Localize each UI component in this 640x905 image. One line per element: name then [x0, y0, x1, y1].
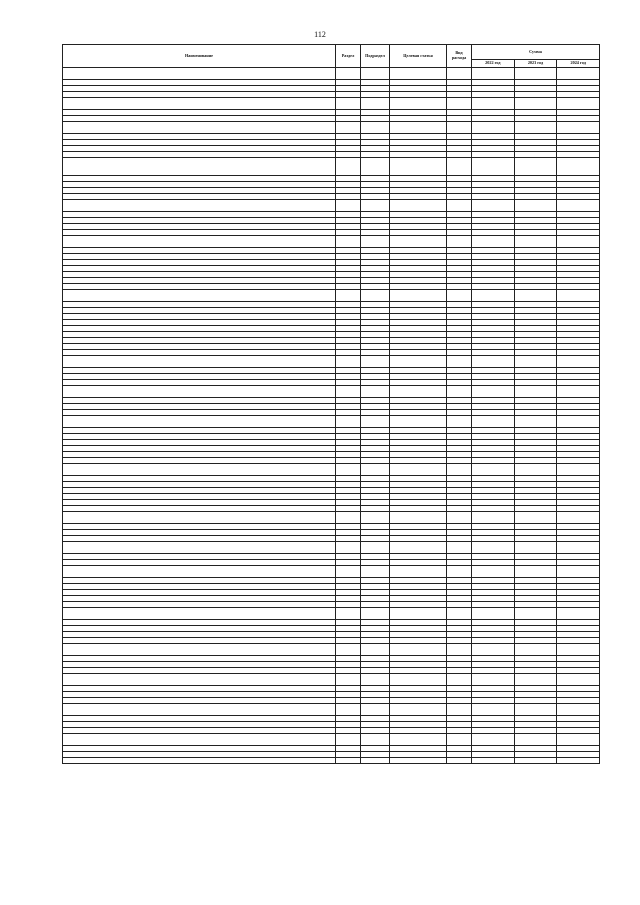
cell-section [336, 200, 361, 212]
header-sum: Сумма [472, 45, 600, 60]
cell-section [336, 512, 361, 524]
cell-expense-type [447, 734, 472, 746]
cell-sum-year-1 [472, 290, 515, 302]
cell-target-article [390, 608, 447, 620]
cell-section [336, 290, 361, 302]
cell-section [336, 98, 361, 110]
table-row [63, 608, 600, 620]
cell-sum-year-1 [472, 644, 515, 656]
cell-name [63, 608, 336, 620]
cell-sum-year-2 [514, 758, 557, 764]
cell-expense-type [447, 416, 472, 428]
cell-expense-type [447, 236, 472, 248]
header-subsection: Подраздел [361, 45, 390, 68]
cell-sum-year-3 [557, 464, 600, 476]
cell-sum-year-2 [514, 200, 557, 212]
cell-name [63, 416, 336, 428]
cell-name [63, 122, 336, 134]
cell-section [336, 704, 361, 716]
cell-sum-year-1 [472, 386, 515, 398]
cell-target-article [390, 512, 447, 524]
cell-name [63, 566, 336, 578]
cell-sum-year-2 [514, 608, 557, 620]
cell-sum-year-2 [514, 386, 557, 398]
cell-name [63, 674, 336, 686]
cell-sum-year-3 [557, 758, 600, 764]
cell-sum-year-1 [472, 122, 515, 134]
cell-section [336, 566, 361, 578]
cell-expense-type [447, 122, 472, 134]
cell-sum-year-1 [472, 464, 515, 476]
page-number: 112 [314, 30, 326, 39]
cell-sum-year-2 [514, 158, 557, 176]
cell-subsection [361, 566, 390, 578]
cell-sum-year-3 [557, 122, 600, 134]
cell-subsection [361, 464, 390, 476]
cell-subsection [361, 608, 390, 620]
cell-name [63, 290, 336, 302]
cell-subsection [361, 386, 390, 398]
cell-target-article [390, 464, 447, 476]
header-section: Раздел [336, 45, 361, 68]
cell-target-article [390, 674, 447, 686]
cell-section [336, 416, 361, 428]
table-row [63, 512, 600, 524]
cell-sum-year-2 [514, 512, 557, 524]
cell-sum-year-3 [557, 644, 600, 656]
cell-target-article [390, 98, 447, 110]
cell-subsection [361, 674, 390, 686]
cell-name [63, 542, 336, 554]
cell-name [63, 464, 336, 476]
cell-expense-type [447, 542, 472, 554]
cell-subsection [361, 236, 390, 248]
cell-target-article [390, 734, 447, 746]
cell-expense-type [447, 386, 472, 398]
table-row [63, 68, 600, 80]
cell-sum-year-3 [557, 236, 600, 248]
cell-sum-year-3 [557, 158, 600, 176]
table-row [63, 566, 600, 578]
cell-sum-year-3 [557, 200, 600, 212]
cell-sum-year-2 [514, 356, 557, 368]
cell-target-article [390, 200, 447, 212]
cell-subsection [361, 758, 390, 764]
cell-target-article [390, 356, 447, 368]
cell-name [63, 236, 336, 248]
cell-sum-year-2 [514, 290, 557, 302]
cell-section [336, 608, 361, 620]
table-row [63, 356, 600, 368]
cell-sum-year-1 [472, 68, 515, 80]
cell-section [336, 542, 361, 554]
cell-subsection [361, 122, 390, 134]
cell-section [336, 464, 361, 476]
cell-target-article [390, 566, 447, 578]
table-row [63, 542, 600, 554]
cell-expense-type [447, 464, 472, 476]
cell-target-article [390, 290, 447, 302]
cell-subsection [361, 704, 390, 716]
cell-expense-type [447, 290, 472, 302]
table-row [63, 674, 600, 686]
cell-section [336, 674, 361, 686]
header-name: Наименование [63, 45, 336, 68]
cell-section [336, 644, 361, 656]
cell-expense-type [447, 356, 472, 368]
cell-subsection [361, 512, 390, 524]
cell-expense-type [447, 68, 472, 80]
cell-section [336, 758, 361, 764]
table-row [63, 464, 600, 476]
cell-target-article [390, 416, 447, 428]
cell-name [63, 758, 336, 764]
cell-subsection [361, 158, 390, 176]
cell-name [63, 356, 336, 368]
cell-name [63, 386, 336, 398]
budget-table [62, 44, 600, 764]
cell-subsection [361, 200, 390, 212]
cell-section [336, 356, 361, 368]
cell-target-article [390, 236, 447, 248]
table-row [63, 416, 600, 428]
table-row [63, 704, 600, 716]
cell-expense-type [447, 758, 472, 764]
header-year-2: 2023 год [514, 60, 557, 68]
cell-sum-year-2 [514, 416, 557, 428]
cell-subsection [361, 98, 390, 110]
cell-target-article [390, 758, 447, 764]
table-body [63, 68, 600, 764]
cell-sum-year-3 [557, 674, 600, 686]
cell-sum-year-1 [472, 674, 515, 686]
header-year-3: 2024 год [557, 60, 600, 68]
table-row [63, 644, 600, 656]
cell-expense-type [447, 200, 472, 212]
cell-section [336, 236, 361, 248]
cell-sum-year-2 [514, 464, 557, 476]
cell-sum-year-1 [472, 566, 515, 578]
table-row [63, 290, 600, 302]
header-target-article: Целевая статья [390, 45, 447, 68]
cell-sum-year-1 [472, 758, 515, 764]
cell-name [63, 200, 336, 212]
cell-name [63, 644, 336, 656]
cell-subsection [361, 734, 390, 746]
cell-sum-year-2 [514, 68, 557, 80]
cell-name [63, 734, 336, 746]
header-expense-type: Вид расхода [447, 45, 472, 68]
cell-sum-year-1 [472, 236, 515, 248]
table-row [63, 158, 600, 176]
cell-sum-year-2 [514, 542, 557, 554]
cell-expense-type [447, 704, 472, 716]
cell-sum-year-3 [557, 542, 600, 554]
cell-sum-year-1 [472, 200, 515, 212]
cell-expense-type [447, 512, 472, 524]
cell-sum-year-3 [557, 608, 600, 620]
cell-sum-year-1 [472, 542, 515, 554]
table-row [63, 758, 600, 764]
cell-name [63, 704, 336, 716]
cell-section [336, 122, 361, 134]
table-row [63, 98, 600, 110]
cell-section [336, 734, 361, 746]
cell-sum-year-1 [472, 734, 515, 746]
cell-target-article [390, 386, 447, 398]
cell-expense-type [447, 644, 472, 656]
cell-sum-year-1 [472, 704, 515, 716]
cell-sum-year-1 [472, 608, 515, 620]
cell-target-article [390, 158, 447, 176]
cell-sum-year-3 [557, 290, 600, 302]
cell-sum-year-3 [557, 566, 600, 578]
cell-sum-year-3 [557, 356, 600, 368]
cell-name [63, 68, 336, 80]
cell-sum-year-2 [514, 122, 557, 134]
cell-sum-year-2 [514, 566, 557, 578]
table-row [63, 236, 600, 248]
cell-subsection [361, 356, 390, 368]
cell-target-article [390, 704, 447, 716]
cell-sum-year-3 [557, 98, 600, 110]
cell-name [63, 512, 336, 524]
header-year-1: 2022 год [472, 60, 515, 68]
table-row [63, 386, 600, 398]
cell-name [63, 98, 336, 110]
cell-sum-year-2 [514, 236, 557, 248]
cell-sum-year-3 [557, 512, 600, 524]
table-row [63, 734, 600, 746]
cell-expense-type [447, 674, 472, 686]
cell-sum-year-1 [472, 98, 515, 110]
cell-sum-year-3 [557, 386, 600, 398]
cell-subsection [361, 644, 390, 656]
cell-subsection [361, 68, 390, 80]
table-row [63, 200, 600, 212]
cell-subsection [361, 542, 390, 554]
cell-sum-year-2 [514, 674, 557, 686]
cell-target-article [390, 68, 447, 80]
cell-section [336, 158, 361, 176]
cell-expense-type [447, 608, 472, 620]
cell-sum-year-1 [472, 512, 515, 524]
cell-section [336, 68, 361, 80]
cell-target-article [390, 542, 447, 554]
cell-sum-year-3 [557, 416, 600, 428]
cell-expense-type [447, 158, 472, 176]
cell-target-article [390, 644, 447, 656]
cell-sum-year-1 [472, 416, 515, 428]
table-row [63, 122, 600, 134]
cell-sum-year-1 [472, 356, 515, 368]
cell-expense-type [447, 566, 472, 578]
cell-sum-year-1 [472, 158, 515, 176]
cell-sum-year-3 [557, 68, 600, 80]
cell-subsection [361, 290, 390, 302]
cell-sum-year-3 [557, 734, 600, 746]
cell-subsection [361, 416, 390, 428]
cell-name [63, 158, 336, 176]
table-header-row [63, 45, 600, 60]
cell-section [336, 386, 361, 398]
cell-sum-year-2 [514, 644, 557, 656]
cell-sum-year-2 [514, 734, 557, 746]
cell-target-article [390, 122, 447, 134]
cell-sum-year-2 [514, 98, 557, 110]
cell-sum-year-2 [514, 704, 557, 716]
cell-sum-year-3 [557, 704, 600, 716]
cell-expense-type [447, 98, 472, 110]
